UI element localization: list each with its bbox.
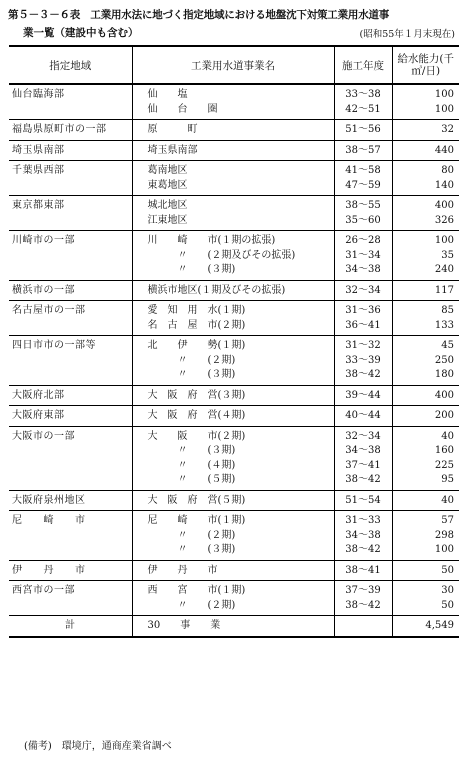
years-line: 47～59 [345, 179, 381, 191]
region-line: 大阪府泉州地区 [12, 494, 86, 506]
region-line: 仙台臨海部 [12, 89, 65, 100]
years-line [335, 619, 392, 634]
capacity-line: 250 [434, 354, 454, 366]
project-line: 城北地区 [147, 200, 188, 211]
capacity-line: 50 [441, 564, 454, 576]
region-cell [9, 196, 132, 231]
region-cell [9, 336, 132, 386]
years-cell [334, 231, 392, 281]
years-line: 51～56 [345, 124, 381, 135]
years-line: 37～41 [345, 459, 381, 471]
region-line: 計 [65, 620, 76, 631]
years-line: 39～44 [345, 389, 381, 401]
project-cell [132, 336, 334, 386]
years-cell [334, 385, 392, 406]
capacity-cell [392, 196, 459, 231]
years-cell [334, 511, 392, 561]
capacity-line: 50 [441, 599, 454, 611]
header-project: 工業用水道事業名 [132, 46, 334, 84]
project-line: 〃 (３期) [177, 445, 236, 456]
project-line: 〃 (５期) [177, 474, 236, 485]
table-row [9, 581, 459, 616]
capacity-line: 440 [434, 144, 454, 156]
project-cell [132, 581, 334, 616]
project-line: 大 阪 府 営(５期) [147, 494, 246, 506]
region-cell [9, 511, 132, 561]
region-cell [9, 280, 132, 301]
water-supply-table [9, 45, 459, 638]
capacity-line: 140 [434, 179, 454, 191]
project-line: 〃 (３期) [177, 369, 236, 380]
project-line: 大 阪 府 営(３期) [147, 389, 246, 401]
region-line: 大阪府北部 [12, 389, 65, 401]
years-line: 34～38 [345, 445, 381, 456]
table-row [9, 616, 459, 637]
region-cell [9, 406, 132, 427]
table-row [9, 140, 459, 161]
years-cell [334, 406, 392, 427]
project-line: 〃 (３期) [177, 264, 236, 275]
years-line: 40～44 [345, 410, 381, 421]
capacity-cell [392, 161, 459, 196]
region-cell [9, 581, 132, 616]
years-line: 31～36 [345, 305, 381, 316]
years-line: 36～41 [345, 319, 381, 331]
region-line: 埼玉県南部 [12, 144, 65, 156]
capacity-line: 32 [441, 124, 454, 135]
region-line: 西宮市の一部 [12, 585, 75, 596]
capacity-line: 100 [434, 235, 454, 246]
years-cell [334, 84, 392, 120]
years-cell [334, 196, 392, 231]
project-line: 30 事 業 [147, 620, 221, 631]
as-of-date: (昭和55年１月末現在) [359, 29, 455, 40]
region-line: 四日市市の一部等 [12, 340, 96, 351]
project-line: 原 町 [147, 124, 198, 135]
capacity-cell [392, 336, 459, 386]
region-line: 伊 丹 市 [12, 564, 86, 576]
capacity-cell [392, 426, 459, 490]
years-line: 42～51 [345, 103, 381, 115]
project-cell [132, 385, 334, 406]
capacity-line: 225 [434, 459, 454, 471]
years-cell [334, 161, 392, 196]
years-line: 38～57 [345, 144, 381, 156]
project-line: 江東地区 [147, 214, 188, 226]
project-line: 〃 (２期) [177, 354, 236, 366]
project-line: 仙 塩 [147, 89, 188, 100]
capacity-line: 40 [441, 494, 454, 506]
table-row [9, 406, 459, 427]
years-line: 38～42 [345, 474, 381, 485]
capacity-cell [392, 301, 459, 336]
years-line: 34～38 [345, 264, 381, 275]
region-line: 名古屋市の一部 [12, 305, 86, 316]
years-line: 37～39 [345, 585, 381, 596]
capacity-cell [392, 406, 459, 427]
project-line: 横浜市地区(１期及びその拡張) [147, 284, 286, 296]
project-cell [132, 426, 334, 490]
project-line: 仙 台 圏 [147, 103, 218, 115]
table-row [9, 231, 459, 281]
region-cell [9, 426, 132, 490]
header-region: 指定地域 [9, 46, 132, 84]
years-line: 31～34 [345, 249, 381, 261]
region-cell [9, 120, 132, 141]
capacity-cell [392, 490, 459, 511]
project-cell [132, 140, 334, 161]
capacity-cell [392, 385, 459, 406]
project-line: 西 宮 市(１期) [147, 585, 246, 596]
years-line: 41～58 [345, 165, 381, 176]
project-line: 大 阪 府 営(４期) [147, 410, 246, 421]
region-cell [9, 490, 132, 511]
project-line: 川 崎 市(１期の拡張) [147, 235, 276, 246]
capacity-line: 180 [434, 369, 454, 380]
capacity-line: 117 [434, 284, 454, 296]
years-line: 32～34 [345, 430, 381, 442]
project-line: 北 伊 勢(１期) [147, 340, 246, 351]
capacity-cell [392, 140, 459, 161]
years-cell [334, 140, 392, 161]
region-line: 川崎市の一部 [12, 235, 75, 246]
project-line: 大 阪 市(２期) [147, 430, 246, 442]
project-line: 愛 知 用 水(１期) [147, 305, 246, 316]
capacity-line: 30 [441, 585, 454, 596]
region-cell [9, 140, 132, 161]
project-cell [132, 161, 334, 196]
table-body [9, 84, 459, 637]
project-line: 東葛地区 [147, 179, 188, 191]
project-cell [132, 511, 334, 561]
header-row [9, 46, 459, 84]
years-cell [334, 280, 392, 301]
years-cell [334, 581, 392, 616]
capacity-line: 4,549 [425, 620, 454, 631]
capacity-line: 400 [434, 389, 454, 401]
project-line: 名 古 屋 市(２期) [147, 319, 246, 331]
capacity-line: 57 [441, 515, 454, 526]
header-years: 施工年度 [334, 46, 392, 84]
years-line: 33～38 [345, 89, 381, 100]
capacity-line: 298 [434, 529, 454, 541]
years-line: 51～54 [345, 494, 381, 506]
table-row [9, 385, 459, 406]
project-cell [132, 280, 334, 301]
region-line: 大阪府東部 [12, 410, 65, 421]
years-cell [334, 426, 392, 490]
capacity-line: 200 [434, 410, 454, 421]
capacity-cell [392, 581, 459, 616]
region-line: 尼 崎 市 [12, 515, 86, 526]
project-cell [132, 120, 334, 141]
source-note: (備考) 環境庁，通商産業省調べ [24, 741, 172, 752]
years-cell [334, 336, 392, 386]
project-cell [132, 560, 334, 581]
region-cell [9, 84, 132, 120]
capacity-line: 80 [441, 165, 454, 176]
table-row [9, 511, 459, 561]
years-cell [334, 490, 392, 511]
project-line: 〃 (２期及びその拡張) [177, 249, 296, 261]
years-line: 26～28 [345, 235, 381, 246]
project-cell [132, 301, 334, 336]
capacity-cell [392, 84, 459, 120]
years-cell [334, 301, 392, 336]
project-line: 伊 丹 市 [147, 564, 218, 576]
project-cell [132, 231, 334, 281]
capacity-line: 100 [434, 544, 454, 555]
region-line: 福島県原町市の一部 [12, 124, 107, 135]
project-line: 葛南地区 [147, 165, 188, 176]
capacity-line: 100 [434, 103, 454, 115]
capacity-cell [392, 511, 459, 561]
region-line: 東京都東部 [12, 200, 65, 211]
capacity-cell [392, 616, 459, 637]
table-row [9, 120, 459, 141]
capacity-cell [392, 280, 459, 301]
region-line: 大阪市の一部 [12, 430, 75, 442]
table-caption-line1: 第５－３－６表 工業用水法に地づく指定地域における地盤沈下対策工業用水道事 [8, 9, 390, 21]
years-cell [334, 560, 392, 581]
project-line: 〃 (２期) [177, 529, 236, 541]
table-row [9, 280, 459, 301]
project-line: 〃 (４期) [177, 459, 236, 471]
project-cell [132, 490, 334, 511]
project-line: 尼 崎 市(１期) [147, 515, 246, 526]
table-row [9, 301, 459, 336]
project-line: 〃 (２期) [177, 599, 236, 611]
region-line: 千葉県西部 [12, 165, 65, 176]
capacity-cell [392, 120, 459, 141]
years-line: 35～60 [345, 214, 381, 226]
years-line: 34～38 [345, 529, 381, 541]
years-cell [334, 616, 392, 637]
region-cell [9, 301, 132, 336]
region-cell [9, 231, 132, 281]
region-cell [9, 385, 132, 406]
capacity-line: 35 [441, 249, 454, 261]
capacity-line: 40 [441, 430, 454, 442]
project-line: 埼玉県南部 [147, 144, 198, 156]
region-cell [9, 616, 132, 637]
years-line: 38～41 [345, 564, 381, 576]
capacity-line: 326 [434, 214, 454, 226]
years-line: 38～55 [345, 200, 381, 211]
capacity-line: 400 [434, 200, 454, 211]
capacity-line: 240 [434, 264, 454, 275]
project-cell [132, 84, 334, 120]
capacity-line: 45 [441, 340, 454, 351]
table-row [9, 196, 459, 231]
table-caption-line2: 業一覧（建設中も含む） [23, 27, 139, 39]
table-row [9, 84, 459, 120]
capacity-cell [392, 231, 459, 281]
table-row [9, 560, 459, 581]
table-row [9, 490, 459, 511]
project-cell [132, 196, 334, 231]
years-line: 31～32 [345, 340, 381, 351]
capacity-line: 100 [434, 89, 454, 100]
header-capacity: 給水能力(千㎥/日) [392, 46, 459, 84]
capacity-line: 160 [434, 445, 454, 456]
project-cell [132, 406, 334, 427]
years-line: 38～42 [345, 369, 381, 380]
table-row [9, 161, 459, 196]
project-line: 〃 (３期) [177, 544, 236, 555]
years-cell [334, 120, 392, 141]
capacity-line: 85 [441, 305, 454, 316]
table-row [9, 426, 459, 490]
region-cell [9, 161, 132, 196]
capacity-cell [392, 560, 459, 581]
project-cell [132, 616, 334, 637]
years-line: 33～39 [345, 354, 381, 366]
years-line: 32～34 [345, 284, 381, 296]
years-line: 38～42 [345, 599, 381, 611]
region-line: 横浜市の一部 [12, 284, 75, 296]
years-line: 31～33 [345, 515, 381, 526]
region-cell [9, 560, 132, 581]
table-row [9, 336, 459, 386]
capacity-line: 95 [441, 474, 454, 485]
years-line: 38～42 [345, 544, 381, 555]
capacity-line: 133 [434, 319, 454, 331]
